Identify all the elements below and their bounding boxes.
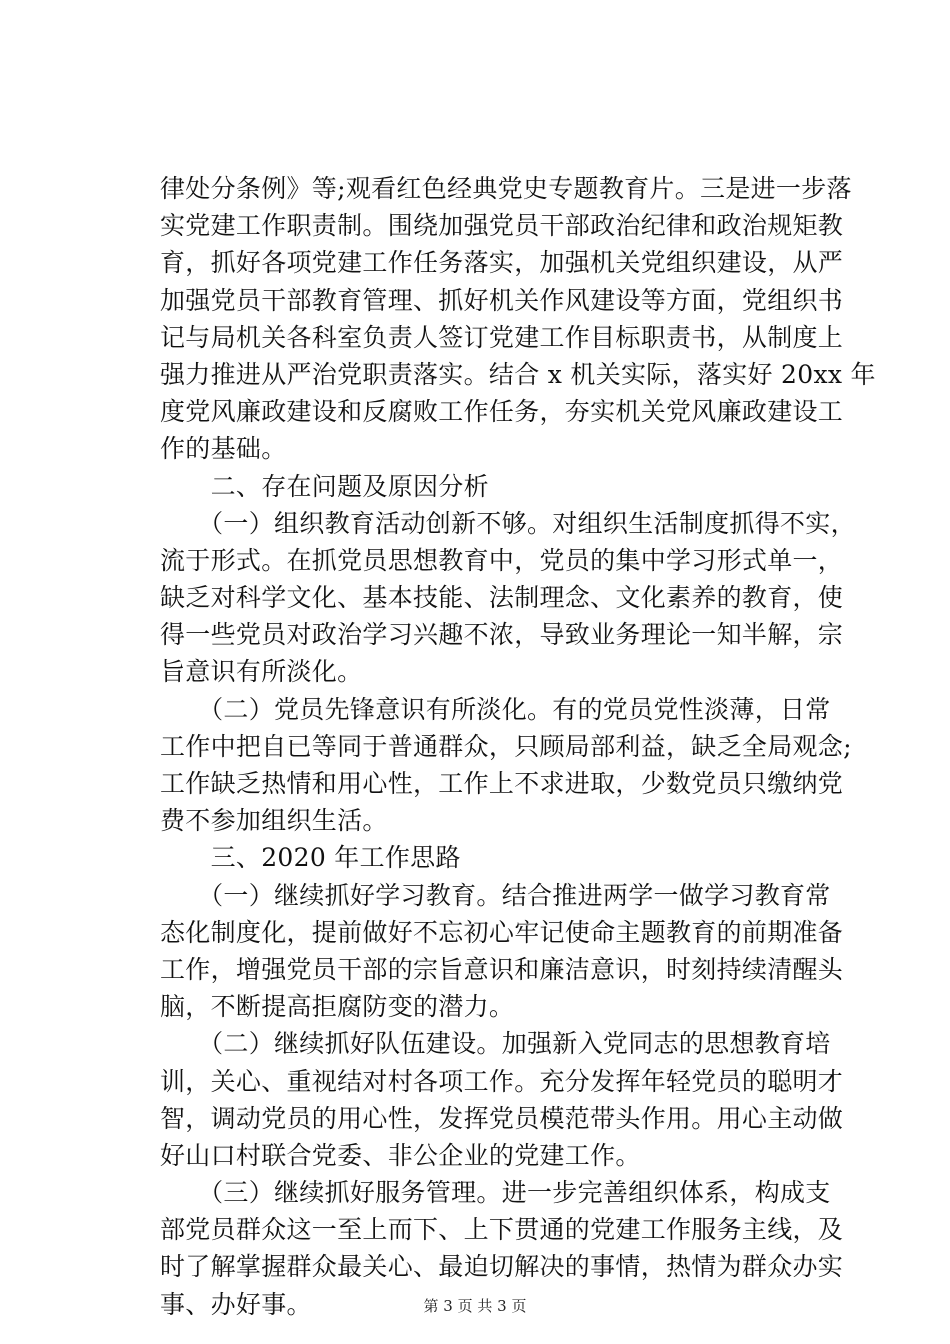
section-heading: 二、存在问题及原因分析 — [160, 471, 489, 501]
text-line: 缺乏对科学文化、基本技能、法制理念、文化素养的教育，使 — [160, 583, 844, 613]
text-line: 脑，不断提高拒腐防变的潜力。 — [160, 992, 515, 1022]
text-line: （一）继续抓好学习教育。结合推进两学一做学习教育常 — [160, 880, 831, 910]
text-line: 工作，增强党员干部的宗旨意识和廉洁意识，时刻持续清醒头 — [160, 954, 844, 984]
text-line: 记与局机关各科室负责人签订党建工作目标职责书，从制度上 — [160, 322, 844, 352]
text-line: （一）组织教育活动创新不够。对组织生活制度抓得不实， — [160, 508, 856, 538]
text-line: 律处分条例》等;观看红色经典党史专题教育片。三是进一步落 — [160, 174, 852, 203]
text-line: 度党风廉政建设和反腐败工作任务，夯实机关党风廉政建设工 — [160, 397, 844, 427]
text-line: 作的基础。 — [160, 434, 287, 464]
text-line: 得一些党员对政治学习兴趣不浓，导致业务理论一知半解，宗 — [160, 620, 844, 650]
text-line: 时了解掌握群众最关心、最迫切解决的事情，热情为群众办实 — [160, 1252, 844, 1282]
text-line: 加强党员干部教育管理、抓好机关作风建设等方面，党组织书 — [160, 285, 844, 315]
text-line: 育，抓好各项党建工作任务落实，加强机关党组织建设，从严 — [160, 248, 844, 278]
document-body — [160, 170, 876, 1323]
text-line: 费不参加组织生活。 — [160, 806, 388, 836]
text-line: 工作缺乏热情和用心性，工作上不求进取，少数党员只缴纳党 — [160, 769, 844, 798]
page-number-footer: 第 3 页 共 3 页 — [423, 1297, 527, 1315]
text-line: 好山口村联合党委、非公企业的党建工作。 — [160, 1140, 641, 1170]
text-line: 部党员群众这一至上而下、上下贯通的党建工作服务主线，及 — [160, 1215, 844, 1245]
text-line: 旨意识有所淡化。 — [160, 657, 363, 687]
text-line: 工作中把自已等同于普通群众，只顾局部利益，缺乏全局观念; — [160, 731, 852, 761]
text-line: 态化制度化，提前做好不忘初心牢记使命主题教育的前期准备 — [160, 917, 844, 947]
text-line: 智，调动党员的用心性，发挥党员模范带头作用。用心主动做 — [160, 1103, 844, 1133]
text-line: （二）继续抓好队伍建设。加强新入党同志的思想教育培 — [160, 1029, 831, 1059]
text-line: 强力推进从严治党职责落实。结合 x 机关实际，落实好 20xx 年 — [160, 359, 876, 389]
text-line: （三）继续抓好服务管理。进一步完善组织体系，构成支 — [160, 1178, 831, 1208]
text-line: 流于形式。在抓党员思想教育中，党员的集中学习形式单一， — [160, 545, 844, 575]
text-line: （二）党员先锋意识有所淡化。有的党员党性淡薄，日常 — [160, 694, 831, 724]
text-line: 实党建工作职责制。围绕加强党员干部政治纪律和政治规矩教 — [160, 211, 844, 241]
section-heading: 三、2020 年工作思路 — [160, 843, 461, 873]
text-line: 训，关心、重视结对村各项工作。充分发挥年轻党员的聪明才 — [160, 1066, 844, 1096]
text-line: 事、办好事。 — [160, 1289, 312, 1319]
